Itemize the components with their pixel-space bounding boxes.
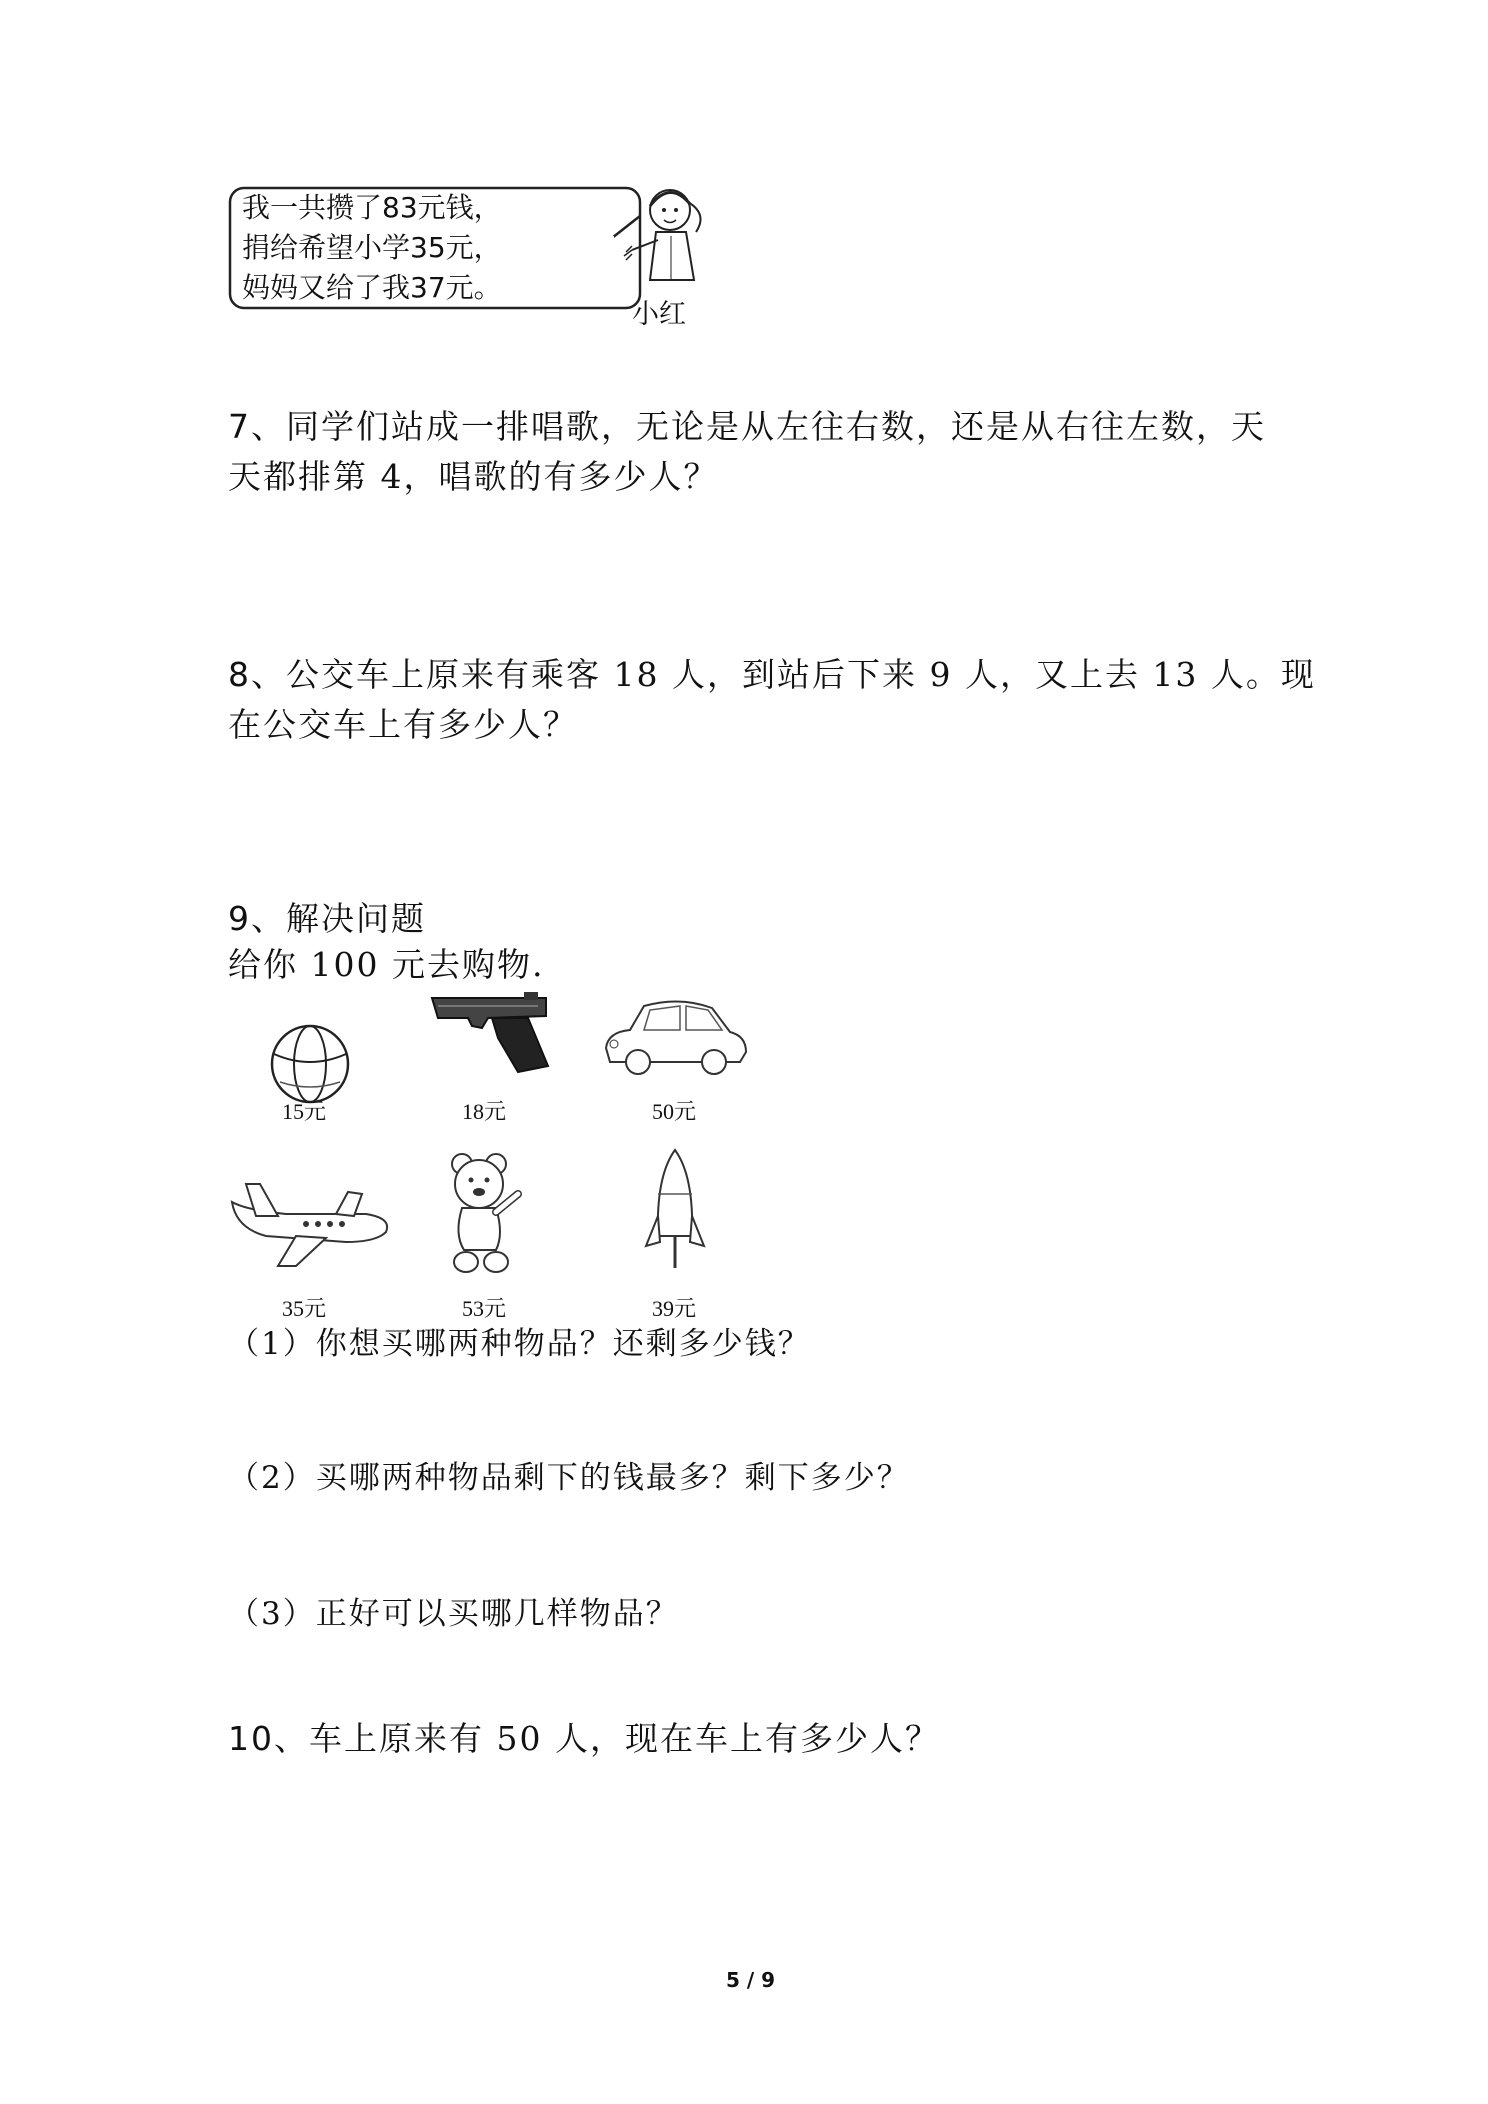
question-text: 、车上原来有 50 人，现在车上有多少人？ <box>274 1719 940 1758</box>
question-10 <box>228 1714 940 1764</box>
question-number: 10 <box>228 1719 274 1758</box>
question-text-line-2: 天都排第 4，唱歌的有多少人？ <box>228 457 719 496</box>
question-number: 8 <box>228 655 251 694</box>
question-intro: 给你 100 元去购物. <box>228 945 545 984</box>
question-7 <box>228 402 1266 502</box>
price-label: 35元 <box>282 1296 327 1321</box>
price-label: 50元 <box>652 1099 697 1124</box>
ball-icon <box>268 1022 352 1106</box>
toy-rocket-icon <box>640 1146 710 1276</box>
sub-question-2: （2）买哪两种物品剩下的钱最多？剩下多少？ <box>228 1460 910 1496</box>
bubble-line-3: 妈妈又给了我37元。 <box>242 271 502 304</box>
teddy-bear-icon <box>440 1150 530 1280</box>
price-label: 18元 <box>462 1099 507 1124</box>
question-number: 7 <box>228 407 251 446</box>
question-title: 、解决问题 <box>251 899 426 938</box>
bubble-line-1: 我一共攒了83元钱， <box>242 191 502 224</box>
question-text-line-2: 在公交车上有多少人？ <box>228 705 578 744</box>
question-text-line-1: 、同学们站成一排唱歌，无论是从左往右数，还是从右往左数，天 <box>251 407 1266 446</box>
speaker-name: 小红 <box>632 299 686 330</box>
bubble-line-2: 捐给希望小学35元， <box>242 231 502 264</box>
question-text-line-1: 、公交车上原来有乘客 18 人，到站后下来 9 人，又上去 13 人。现 <box>251 655 1316 694</box>
toy-airplane-icon <box>226 1170 394 1274</box>
sub-question-3: （3）正好可以买哪几样物品？ <box>228 1596 679 1632</box>
price-label: 15元 <box>282 1099 327 1124</box>
price-label: 39元 <box>652 1296 697 1321</box>
question-8 <box>228 650 1316 750</box>
page-number: 5 / 9 <box>726 1968 776 1992</box>
toy-car-icon <box>600 996 750 1078</box>
price-label: 53元 <box>462 1296 507 1321</box>
toy-gun-icon <box>428 988 552 1074</box>
question-number: 9 <box>228 899 251 938</box>
question-9 <box>228 896 544 988</box>
sub-question-1: （1）你想买哪两种物品？还剩多少钱？ <box>228 1326 811 1362</box>
